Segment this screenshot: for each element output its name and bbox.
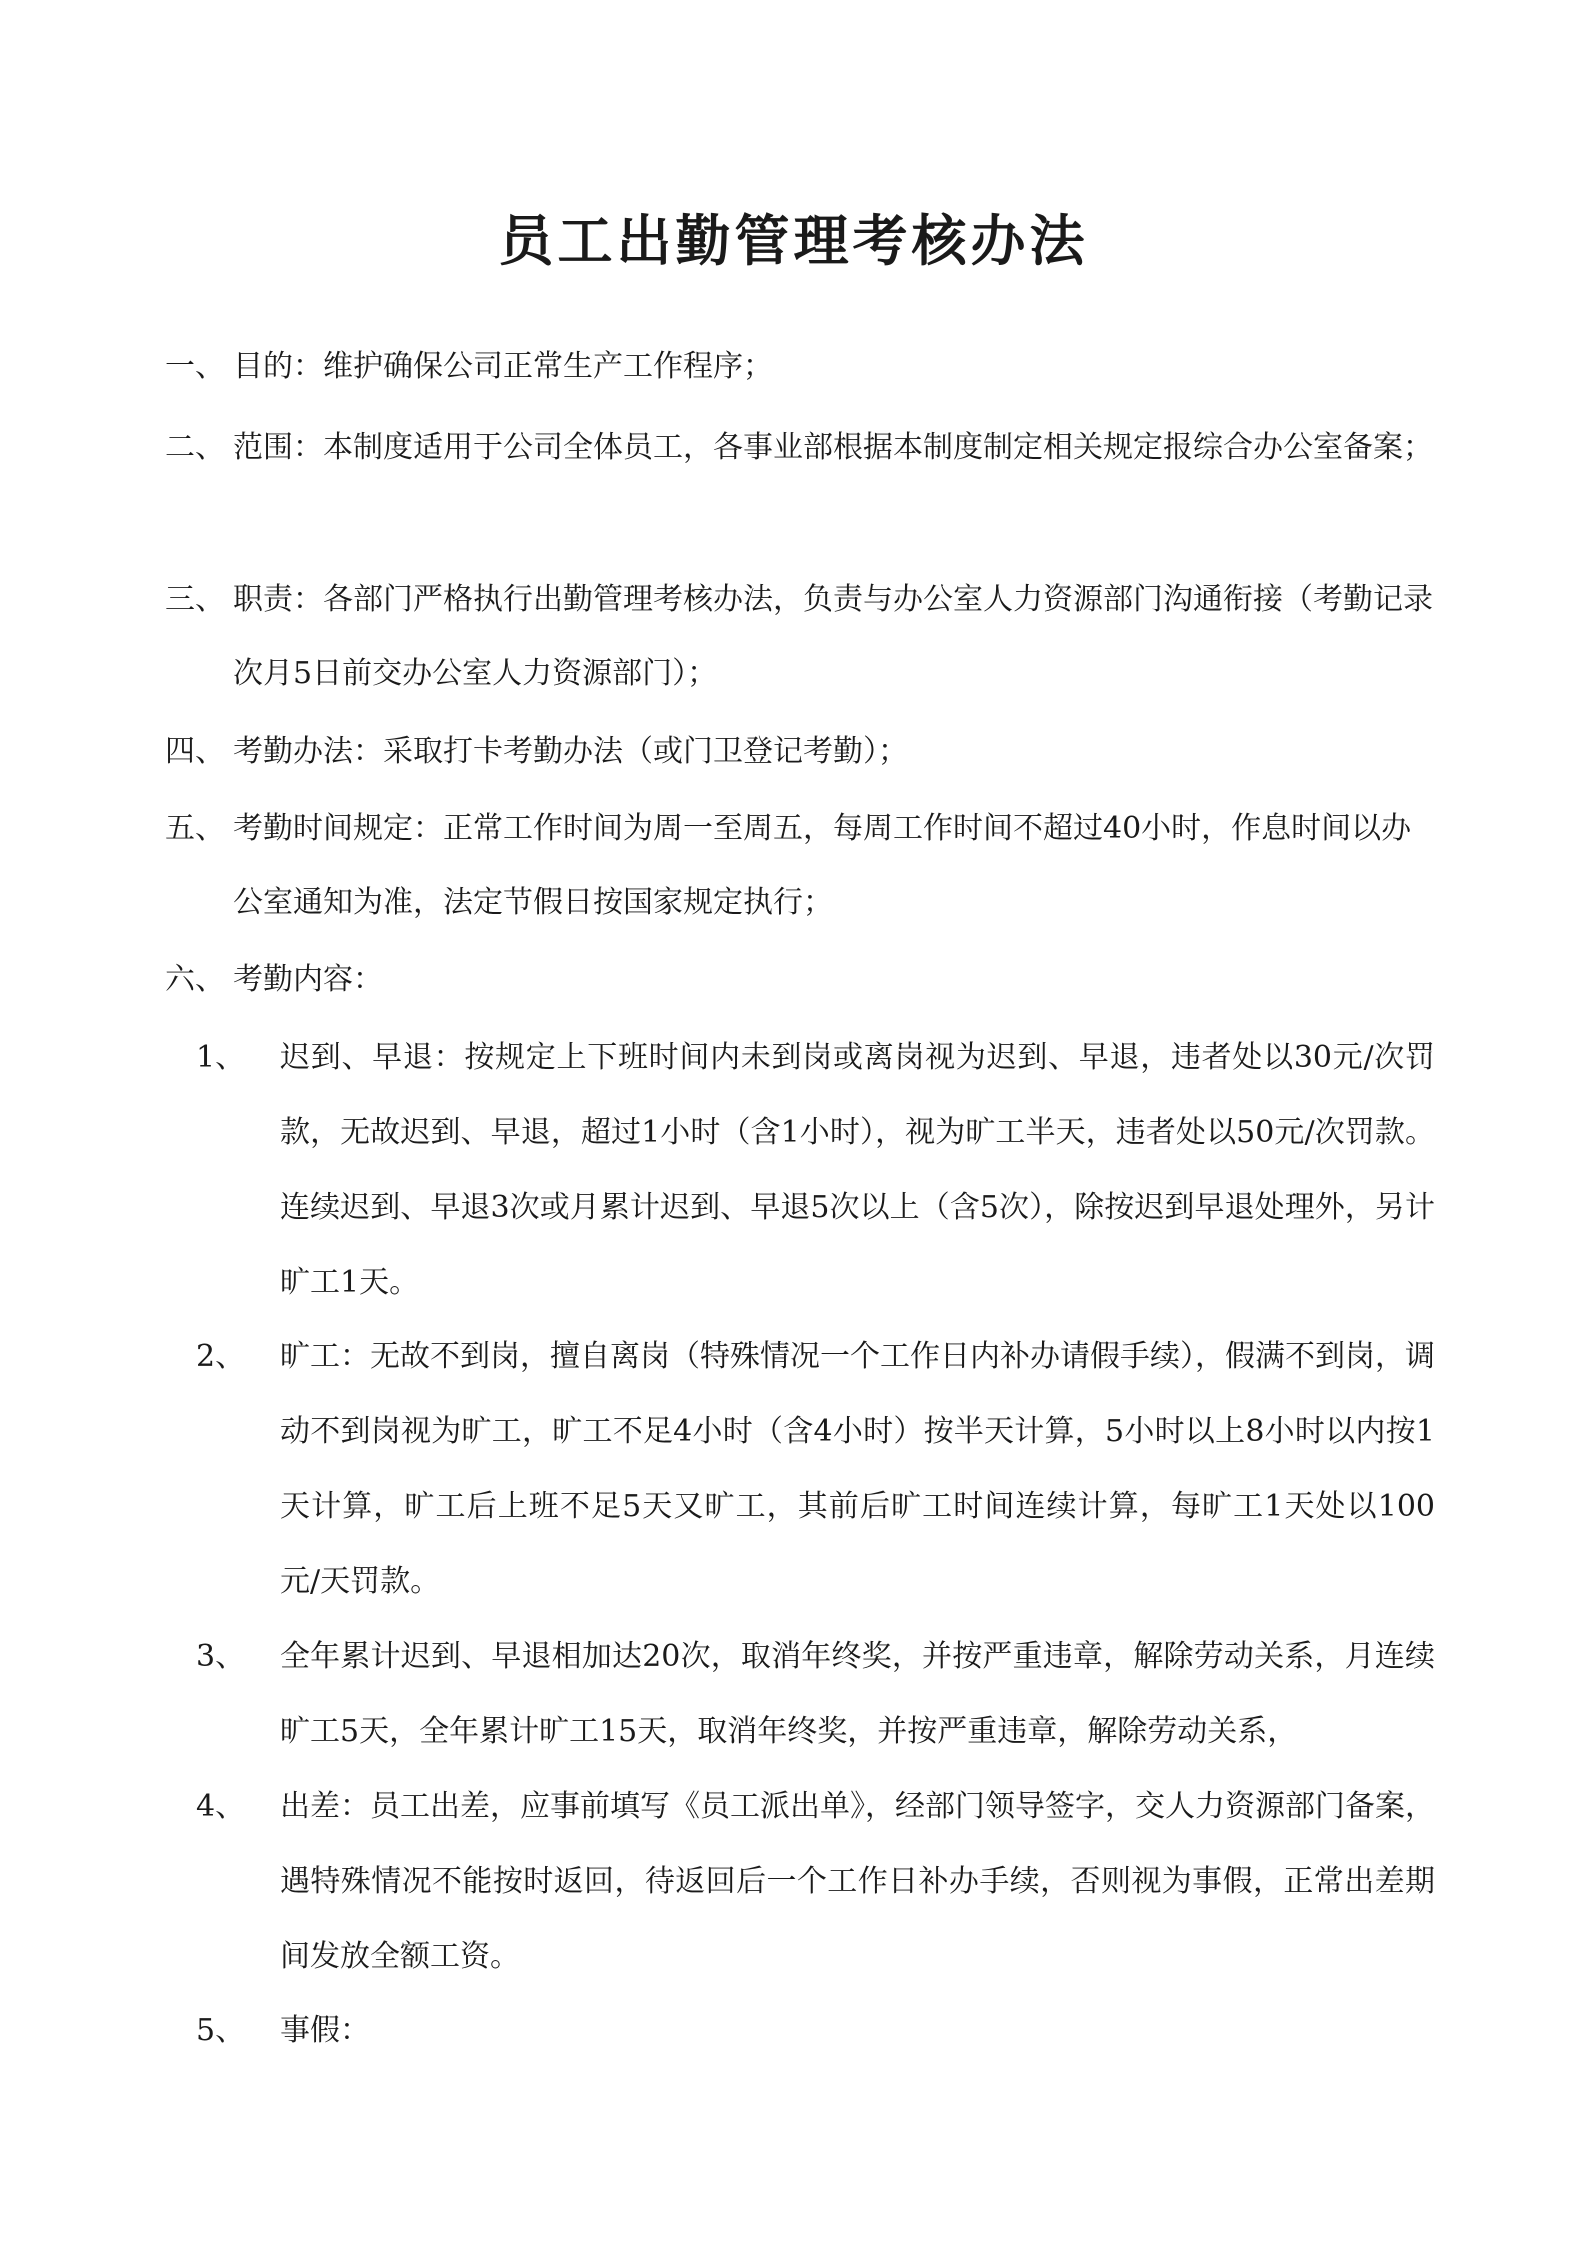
section-number: 二、 (165, 430, 225, 465)
section-number: 四、 (165, 734, 225, 769)
item-number: 2、 (196, 1339, 246, 1374)
item-text: 出差：员工出差，应事前填写《员工派出单》，经部门领导签字，交人力资源部门备案，遇特殊情况不能按时返回，待返回后一个工作日补办手续，否则视为事假，正常出差期间发放全额工资。 (280, 1789, 1435, 1974)
section-number: 三、 (165, 582, 225, 617)
item-text: 全年累计迟到、早退相加达20次，取消年终奖，并按严重违章，解除劳动关系，月连续旷工5天，全年累计旷工15天，取消年终奖，并按严重违章，解除劳动关系， (280, 1639, 1435, 1749)
item-number: 5、 (196, 2013, 246, 2048)
item-number: 3、 (196, 1639, 246, 1674)
section-attendance-content (165, 943, 1435, 1017)
item-text: 旷工：无故不到岗，擅自离岗（特殊情况一个工作日内补办请假手续），假满不到岗，调动不到岗视为旷工，旷工不足4小时（含4小时）按半天计算，5小时以上8小时以内按1天计算，旷工后上班不足5天又旷工，其前后旷工时间连续计算，每旷工1天处以100元/天罚款。 (280, 1339, 1435, 1599)
section-text: 考勤办法：采取打卡考勤办法（或门卫登记考勤）； (233, 734, 908, 769)
item-personal-leave (196, 1993, 1435, 2068)
section-purpose (165, 330, 1435, 404)
item-text: 事假： (280, 2013, 370, 2048)
item-late-early-leave (196, 1020, 1435, 1320)
item-number: 4、 (196, 1789, 246, 1824)
item-text: 迟到、早退：按规定上下班时间内未到岗或离岗视为迟到、早退，违者处以30元/次罚款，无故迟到、早退，超过1小时（含1小时），视为旷工半天，违者处以50元/次罚款。连续迟到、早退3次或月累计迟到、早退5次以上（含5次），除按迟到早退处理外，另计旷工1天。 (280, 1040, 1435, 1300)
section-attendance-method (165, 715, 1435, 789)
item-number: 1、 (196, 1040, 246, 1075)
section-text: 范围：本制度适用于公司全体员工，各事业部根据本制度制定相关规定报综合办公室备案； (233, 430, 1433, 465)
section-text: 考勤时间规定：正常工作时间为周一至周五，每周工作时间不超过40小时，作息时间以办公室通知为准，法定节假日按国家规定执行； (233, 811, 1412, 920)
section-responsibility (165, 563, 1435, 711)
section-text: 职责：各部门严格执行出勤管理考核办法，负责与办公室人力资源部门沟通衔接（考勤记录次月5日前交办公室人力资源部门）； (233, 582, 1433, 691)
item-business-trip (196, 1769, 1435, 1994)
section-attendance-time (165, 792, 1435, 940)
section-number: 六、 (165, 962, 225, 997)
section-scope (165, 411, 1435, 485)
item-annual-accumulation (196, 1619, 1435, 1769)
item-absenteeism (196, 1319, 1435, 1619)
document-title: 员工出勤管理考核办法 (498, 209, 1089, 273)
section-text: 考勤内容： (233, 962, 383, 997)
section-number: 五、 (165, 811, 225, 846)
section-text: 目的：维护确保公司正常生产工作程序； (233, 349, 773, 384)
section-number: 一、 (165, 349, 225, 384)
